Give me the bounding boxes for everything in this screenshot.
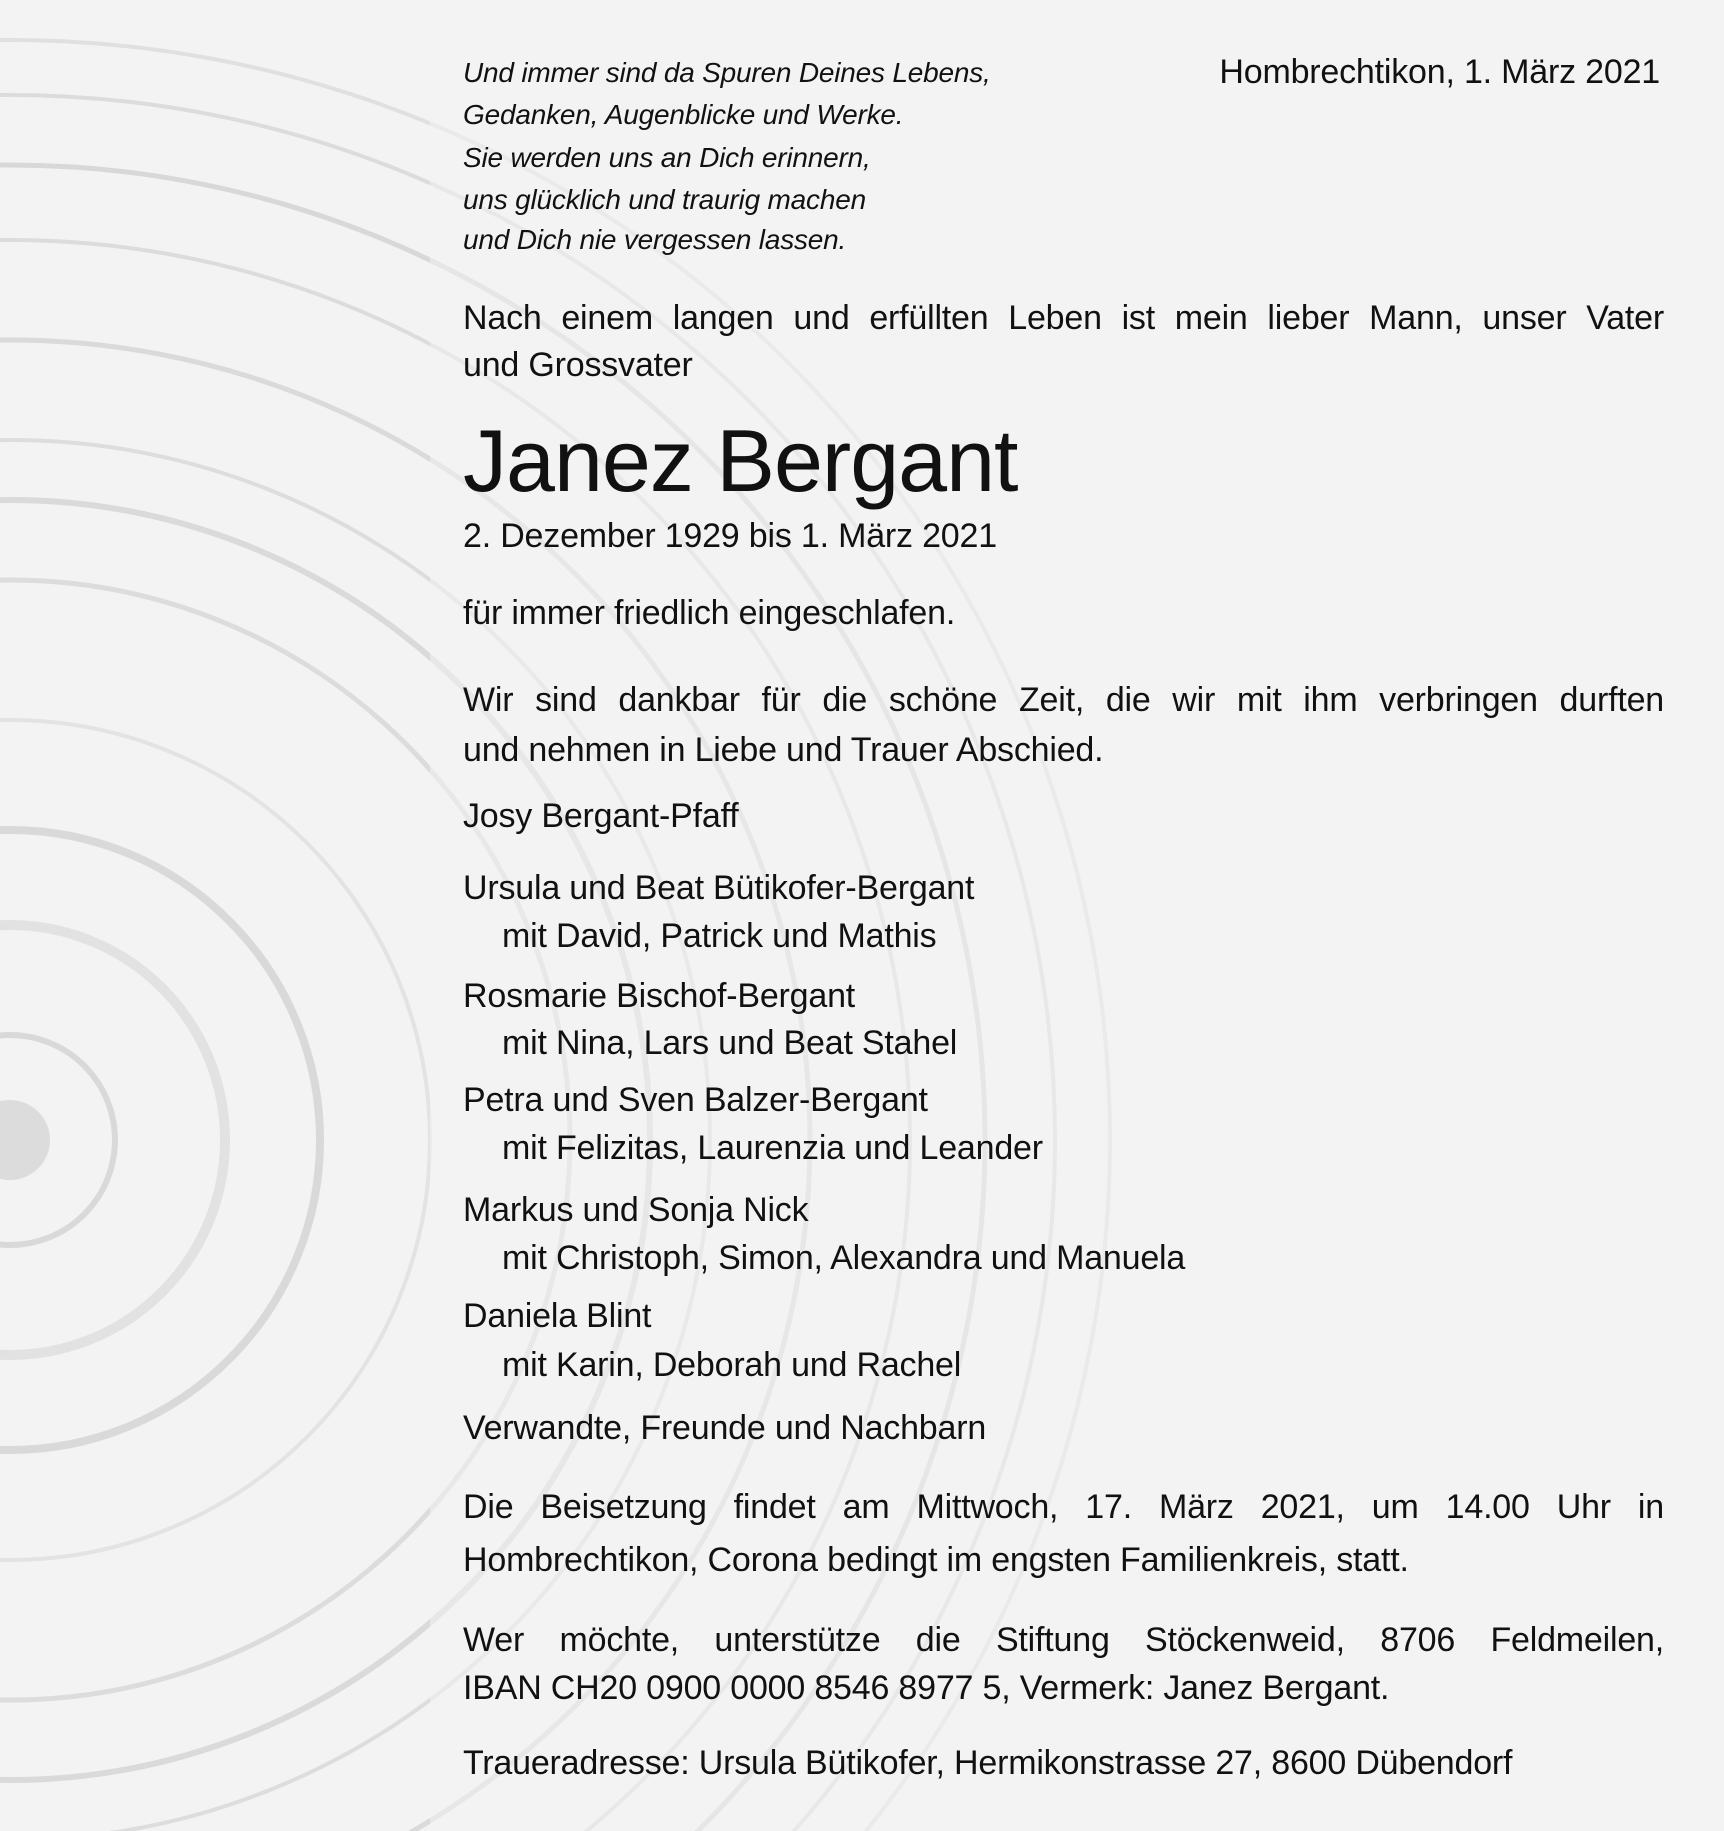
- mourner-children: mit Karin, Deborah und Rachel: [502, 1345, 962, 1384]
- mourner-children: mit Nina, Lars und Beat Stahel: [502, 1023, 958, 1062]
- mourner-children: mit Christoph, Simon, Alexandra und Manuela: [502, 1238, 1186, 1277]
- life-dates: 2. Dezember 1929 bis 1. März 2021: [463, 516, 997, 555]
- intro-line: und Grossvater: [463, 345, 693, 384]
- poem-line: uns glücklich und traurig machen: [463, 183, 866, 215]
- deceased-name: Janez Bergant: [463, 411, 1018, 511]
- place-date: Hombrechtikon, 1. März 2021: [1219, 52, 1660, 91]
- poem-line: Gedanken, Augenblicke und Werke.: [463, 98, 904, 130]
- mourner-children: mit David, Patrick und Mathis: [502, 916, 937, 955]
- mourner-name: Verwandte, Freunde und Nachbarn: [463, 1408, 987, 1447]
- intro-line: Nach einem langen und erfüllten Leben ist mein lieber Mann, unser Vater: [463, 298, 1664, 337]
- poem-line: Sie werden uns an Dich erinnern,: [463, 141, 871, 173]
- mourner-name: Ursula und Beat Bütikofer-Bergant: [463, 868, 975, 907]
- mourner-name: Rosmarie Bischof-Bergant: [463, 976, 856, 1015]
- funeral-line: Hombrechtikon, Corona bedingt im engsten Familienkreis, statt.: [463, 1540, 1409, 1579]
- poem-line: und Dich nie vergessen lassen.: [463, 223, 847, 255]
- funeral-line: Die Beisetzung findet am Mittwoch, 17. März 2021, um 14.00 Uhr in: [463, 1487, 1664, 1526]
- gratitude-line: Wir sind dankbar für die schöne Zeit, die wir mit ihm verbringen durften: [463, 680, 1664, 719]
- mourning-address: Traueradresse: Ursula Bütikofer, Hermikonstrasse 27, 8600 Dübendorf: [463, 1743, 1513, 1782]
- mourner-name: Markus und Sonja Nick: [463, 1190, 809, 1229]
- donation-line: IBAN CH20 0900 0000 8546 8977 5, Vermerk: Janez Bergant.: [463, 1668, 1390, 1707]
- mourner-name: Petra und Sven Balzer-Bergant: [463, 1080, 928, 1119]
- poem-line: Und immer sind da Spuren Deines Lebens,: [463, 56, 991, 88]
- gratitude-line: und nehmen in Liebe und Trauer Abschied.: [463, 730, 1104, 769]
- mourner-name: Daniela Blint: [463, 1296, 652, 1335]
- passing-text: für immer friedlich eingeschlafen.: [463, 593, 956, 632]
- mourner-name: Josy Bergant-Pfaff: [463, 796, 739, 835]
- mourner-children: mit Felizitas, Laurenzia und Leander: [502, 1128, 1043, 1167]
- donation-line: Wer möchte, unterstütze die Stiftung Stöckenweid, 8706 Feldmeilen,: [463, 1620, 1664, 1659]
